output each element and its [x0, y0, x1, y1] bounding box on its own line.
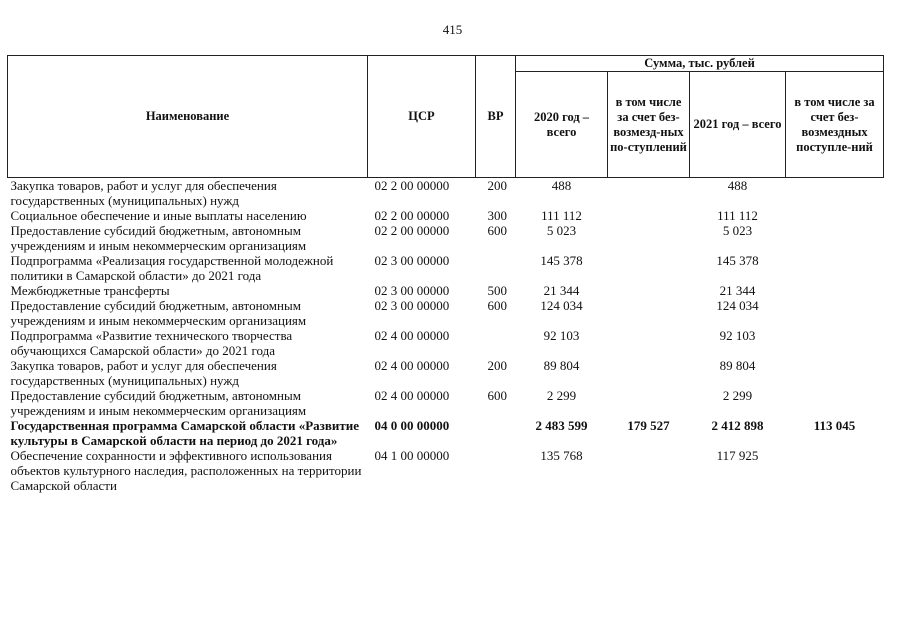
row-csr: 02 4 00 00000 — [374, 388, 450, 403]
row-name: Закупка товаров, работ и услуг для обеспечения государственных (муниципальных) нужд — [10, 358, 277, 388]
row-2020-total: 2 299 — [546, 388, 577, 403]
row-2020-total: 89 804 — [543, 358, 580, 373]
row-2020-total: 124 034 — [540, 298, 583, 313]
row-2021-free: 113 045 — [813, 418, 856, 433]
row-2021-total: 21 344 — [719, 283, 756, 298]
row-2021-free — [786, 448, 884, 493]
row-2020-free — [608, 223, 690, 253]
row-vr: 600 — [487, 388, 507, 403]
page-number: 415 — [442, 22, 463, 37]
table-row — [8, 298, 884, 328]
row-name: Межбюджетные трансферты — [10, 283, 170, 298]
row-2020-total: 92 103 — [543, 328, 580, 343]
table-row — [8, 283, 884, 298]
row-2021-free — [786, 223, 884, 253]
row-2020-total: 135 768 — [540, 448, 583, 463]
row-2020-free — [608, 388, 690, 418]
row-2020-free — [608, 448, 690, 493]
row-2020-total: 111 112 — [541, 208, 582, 223]
row-2021-total: 117 925 — [716, 448, 759, 463]
row-csr: 02 3 00 00000 — [374, 283, 450, 298]
row-csr: 04 0 00 00000 — [374, 418, 450, 433]
row-csr: 02 2 00 00000 — [374, 178, 450, 193]
row-2020-total: 5 023 — [546, 223, 577, 238]
row-vr: 600 — [487, 223, 507, 238]
row-vr — [476, 328, 516, 358]
row-name: Предоставление субсидий бюджетным, автономным учреждениям и иным некоммерческим организациям — [10, 298, 307, 328]
row-2020-free — [608, 178, 690, 209]
header-2020-total: 2020 год – всего — [516, 72, 608, 178]
row-2020-free: 179 527 — [627, 418, 670, 433]
row-2021-total: 5 023 — [722, 223, 753, 238]
row-vr: 300 — [487, 208, 507, 223]
row-2020-free — [608, 328, 690, 358]
header-name: Наименование — [8, 56, 368, 178]
row-2021-total: 124 034 — [716, 298, 759, 313]
budget-table — [7, 55, 884, 493]
row-vr — [476, 253, 516, 283]
table-row — [8, 388, 884, 418]
row-csr: 04 1 00 00000 — [374, 448, 450, 463]
table-row — [8, 328, 884, 358]
row-csr: 02 4 00 00000 — [374, 358, 450, 373]
row-csr: 02 4 00 00000 — [374, 328, 450, 343]
row-vr: 200 — [487, 178, 507, 193]
table-row — [8, 418, 884, 448]
row-csr: 02 2 00 00000 — [374, 208, 450, 223]
row-csr: 02 2 00 00000 — [374, 223, 450, 238]
row-2020-free — [608, 283, 690, 298]
table-row — [8, 208, 884, 223]
row-2021-free — [786, 253, 884, 283]
row-vr: 600 — [487, 298, 507, 313]
row-2020-total: 21 344 — [543, 283, 580, 298]
row-vr — [476, 448, 516, 493]
table-row — [8, 358, 884, 388]
row-2021-total: 92 103 — [719, 328, 756, 343]
row-2020-total: 488 — [551, 178, 572, 193]
row-csr: 02 3 00 00000 — [374, 298, 450, 313]
row-name: Закупка товаров, работ и услуг для обеспечения государственных (муниципальных) нужд — [10, 178, 277, 208]
row-vr: 200 — [487, 358, 507, 373]
header-sum-group: Сумма, тыс. рублей — [516, 56, 884, 72]
row-2021-total: 145 378 — [716, 253, 759, 268]
table-body — [8, 178, 884, 494]
row-2021-free — [786, 208, 884, 223]
row-name: Государственная программа Самарской области «Развитие культуры в Самарской области на период до 2021 года» — [10, 418, 360, 448]
row-csr: 02 3 00 00000 — [374, 253, 450, 268]
row-2021-free — [786, 283, 884, 298]
row-name: Подпрограмма «Реализация государственной молодежной политики в Самарской области» до 2021 года — [10, 253, 334, 283]
row-vr — [476, 418, 516, 448]
row-2021-total: 111 112 — [717, 208, 758, 223]
row-2021-free — [786, 388, 884, 418]
table-header — [8, 56, 884, 178]
header-csr: ЦСР — [368, 56, 476, 178]
row-2021-total: 488 — [727, 178, 748, 193]
row-2021-free — [786, 358, 884, 388]
row-2021-total: 2 299 — [722, 388, 753, 403]
table-row — [8, 223, 884, 253]
row-2020-free — [608, 208, 690, 223]
header-2021-free: в том числе за счет без-возмездных поступле-ний — [786, 72, 884, 178]
table-row — [8, 178, 884, 209]
header-2021-total: 2021 год – всего — [690, 72, 786, 178]
row-name: Предоставление субсидий бюджетным, автономным учреждениям и иным некоммерческим организациям — [10, 388, 307, 418]
table-row — [8, 448, 884, 493]
row-2021-free — [786, 298, 884, 328]
row-name: Социальное обеспечение и иные выплаты населению — [10, 208, 307, 223]
header-2020-free: в том числе за счет без-возмезд-ных по-ступлений — [608, 72, 690, 178]
row-2020-total: 145 378 — [540, 253, 583, 268]
row-vr: 500 — [487, 283, 507, 298]
row-name: Обеспечение сохранности и эффективного использования объектов культурного наследия, расположенных на территории Самарской области — [10, 448, 362, 493]
row-2021-free — [786, 328, 884, 358]
row-name: Подпрограмма «Развитие технического творчества обучающихся Самарской области» до 2021 года — [10, 328, 293, 358]
row-2020-free — [608, 298, 690, 328]
row-2021-free — [786, 178, 884, 209]
row-2021-total: 2 412 898 — [711, 418, 764, 433]
row-name: Предоставление субсидий бюджетным, автономным учреждениям и иным некоммерческим организациям — [10, 223, 307, 253]
row-2020-free — [608, 358, 690, 388]
row-2020-total: 2 483 599 — [535, 418, 588, 433]
header-vr: ВР — [476, 56, 516, 178]
row-2020-free — [608, 253, 690, 283]
row-2021-total: 89 804 — [719, 358, 756, 373]
table-row — [8, 253, 884, 283]
